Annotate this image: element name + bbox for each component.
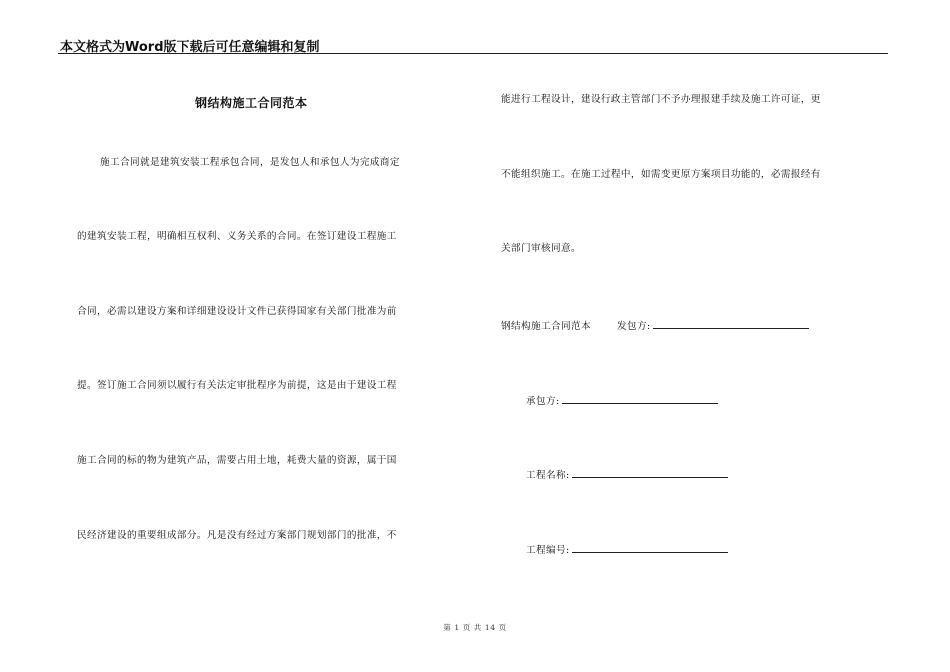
paragraph-line: 民经济建设的重要组成部分。凡是没有经过方案部门规划部门的批准，不 <box>77 530 397 541</box>
page-number: 第 1 页 共 14 页 <box>443 623 507 632</box>
paragraph-line: 合同，必需以建设方案和详细建设设计文件已获得国家有关部门批准为前 <box>77 306 397 317</box>
employer-blank[interactable] <box>653 318 809 329</box>
project-name-blank[interactable] <box>572 467 728 478</box>
form-prefix: 钢结构施工合同范本 <box>501 321 591 332</box>
project-no-label: 工程编号: <box>526 545 570 556</box>
paragraph-line: 能进行工程设计，建设行政主管部门不予办理报建手续及施工许可证，更 <box>501 94 821 105</box>
paragraph-line: 关部门审核同意。 <box>501 243 581 254</box>
paragraph-line: 的建筑安装工程，明确相互权利、义务关系的合同。在签订建设工程施工 <box>77 231 397 242</box>
project-name-label: 工程名称: <box>526 470 570 481</box>
header-text: 本文格式为Word版下载后可任意编辑和复制 <box>60 40 320 55</box>
project-name-field <box>526 467 728 482</box>
employer-label: 发包方: <box>616 321 651 332</box>
paragraph-line: 施工合同的标的物为建筑产品，需要占用土地，耗费大量的资源，属于国 <box>77 455 397 466</box>
project-no-field <box>526 542 728 557</box>
contractor-field <box>526 393 718 408</box>
project-no-blank[interactable] <box>572 542 728 553</box>
header-rule <box>58 53 888 54</box>
paragraph-line: 不能组织施工。在施工过程中，如需变更原方案项目功能的，必需报经有 <box>501 169 821 180</box>
paragraph-line: 施工合同就是建筑安装工程承包合同，是发包人和承包人为完成商定 <box>100 157 400 168</box>
employer-field <box>501 318 809 333</box>
contractor-label: 承包方: <box>526 396 560 407</box>
contractor-blank[interactable] <box>562 393 718 404</box>
paragraph-line: 提。签订施工合同须以履行有关法定审批程序为前提，这是由于建设工程 <box>77 380 397 391</box>
document-title: 钢结构施工合同范本 <box>195 96 308 110</box>
